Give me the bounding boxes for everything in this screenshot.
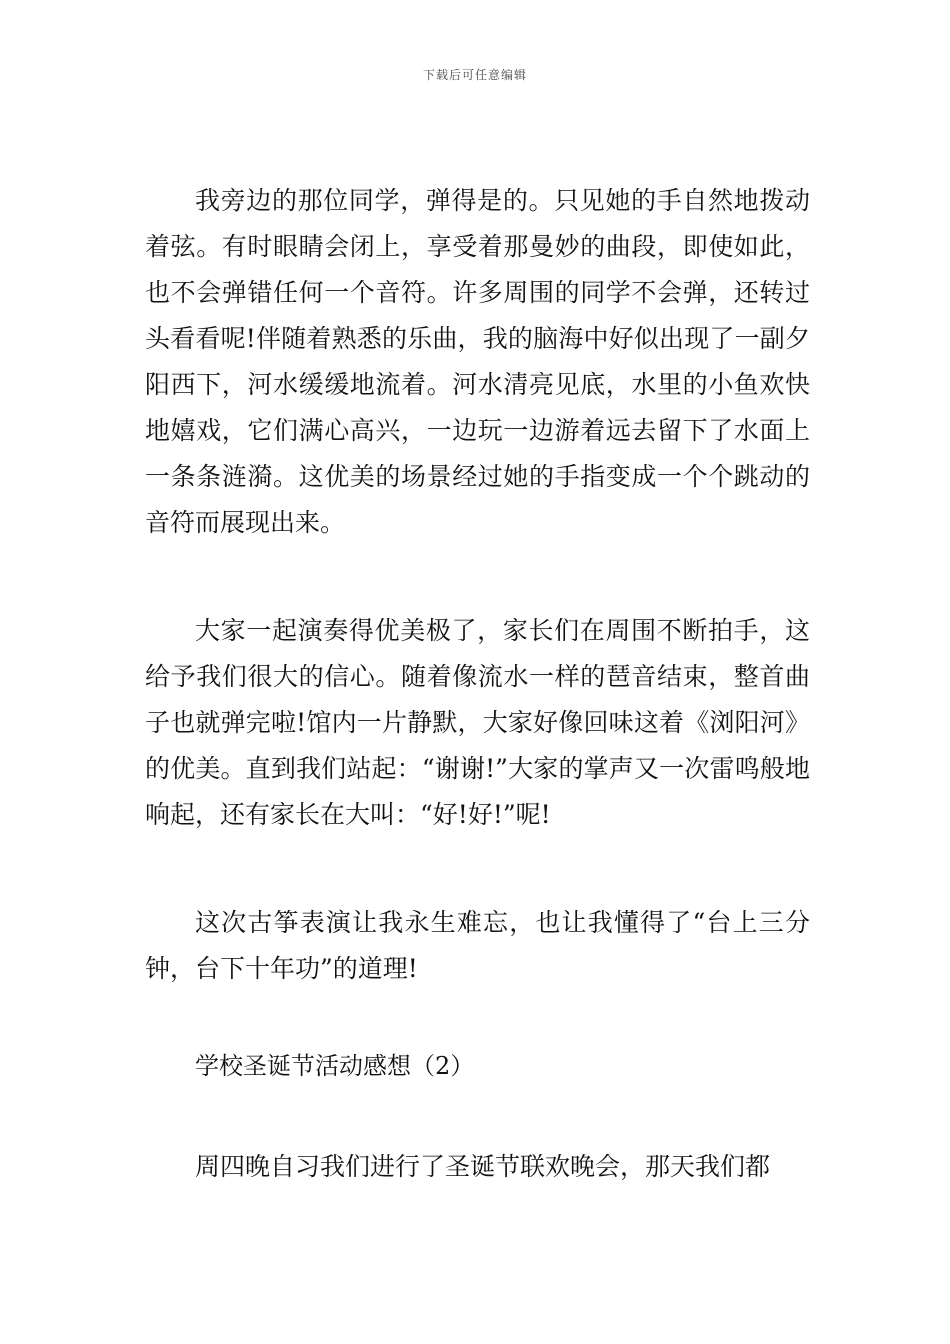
paragraph-3: 这次古筝表演让我永生难忘，也让我懂得了“台上三分钟，台下十年功”的道理! (145, 908, 810, 983)
page-header: 下载后可任意编辑 (422, 68, 527, 82)
paragraph-4: 周四晚自习我们进行了圣诞节联欢晚会，那天我们都 (195, 1152, 771, 1181)
document-body (145, 178, 810, 1252)
paragraph-1: 我旁边的那位同学，弹得是的。只见她的手自然地拨动着弦。有时眼睛会闭上，享受着那曼妙的曲段，即使如此，也不会弹错任何一个音符。许多周围的同学不会弹，还转过头看看呢!伴随着熟悉的乐曲，我的脑海中好似出现了一副夕阳西下，河水缓缓地流着。河水清亮见底，水里的小鱼欢快地嬉戏，它们满心高兴，一边玩一边游着远去留下了水面上一条条涟漪。这优美的场景经过她的手指变成一个个跳动的音符而展现出来。 (145, 186, 810, 537)
paragraph-2: 大家一起演奏得优美极了，家长们在周围不断拍手，这给予我们很大的信心。随着像流水一样的琶音结束，整首曲子也就弹完啦!馆内一片静默，大家好像回味这着《浏阳河》的优美。直到我们站起：“谢谢!”大家的掌声又一次雷鸣般地响起，还有家长在大叫：“好!好!”呢! (145, 616, 810, 829)
section-subtitle: 学校圣诞节活动感想（2） (195, 1052, 475, 1080)
